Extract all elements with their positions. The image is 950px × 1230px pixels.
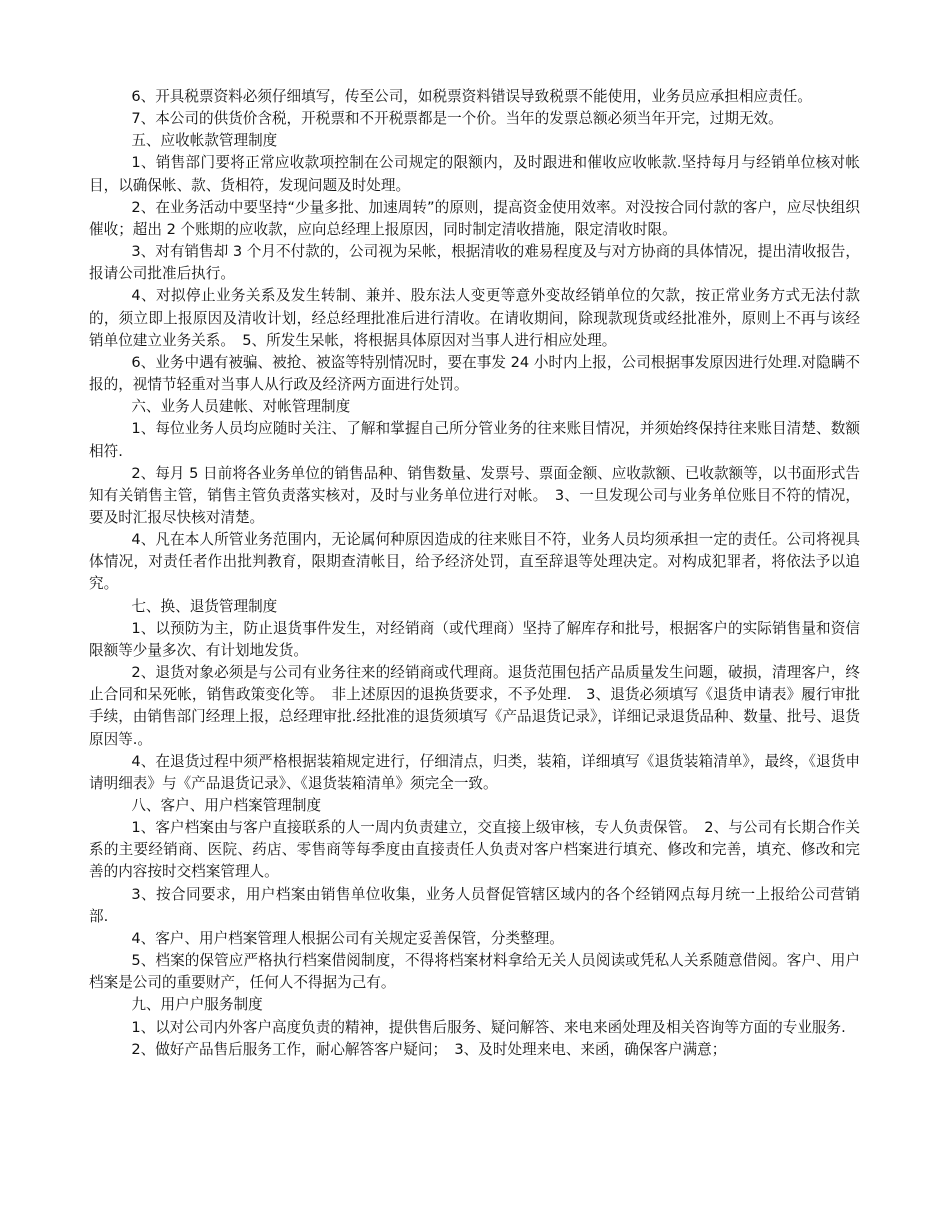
paragraph: 1、每位业务人员均应随时关注、了解和掌握自己所分管业务的往来账目情况，并须始终保持往来账目清楚、数额相符.	[89, 420, 860, 460]
paragraph: 6、业务中遇有被骗、被抢、被盗等特别情况时，要在事发 24 小时内上报，公司根据事发原因进行处理.对隐瞒不报的，视情节轻重对当事人从行政及经济两方面进行处罚。	[89, 353, 860, 394]
paragraph: 4、客户、用户档案管理人根据公司有关规定妥善保管，分类整理。	[131, 929, 564, 947]
paragraph: 7、本公司的供货价含税，开税票和不开税票都是一个价。当年的发票总额必须当年开完，过期无效。	[131, 110, 783, 128]
paragraph: 5、档案的保管应严格执行档案借阅制度，不得将档案材料拿给无关人员阅读或凭私人关系随意借阅。客户、用户档案是公司的重要财产，任何人不得据为己有。	[89, 952, 860, 992]
paragraph: 2、在业务活动中要坚持“少量多批、加速周转”的原则，提高资金使用效率。对没按合同付款的客户，应尽快组织催收；超出 2 个账期的应收款，应向总经理上报原因，同时制定清收措施，限定清收时限。	[89, 198, 860, 238]
paragraph: 2、做好产品售后服务工作，耐心解答客户疑问； 3、及时处理来电、来函，确保客户满意；	[131, 1040, 727, 1058]
paragraph: 3、对有销售却 3 个月不付款的，公司视为呆帐，根据清收的难易程度及与对方协商的具体情况，提出清收报告，报请公司批准后执行。	[89, 243, 860, 283]
document-body	[89, 86, 860, 1061]
section-heading: 六、业务人员建帐、对帐管理制度	[131, 398, 351, 416]
section-heading: 五、应收帐款管理制度	[131, 132, 278, 150]
paragraph: 2、每月 5 日前将各业务单位的销售品种、销售数量、发票号、票面金额、应收款额、已收款额等，以书面形式告知有关销售主管，销售主管负责落实核对，及时与业务单位进行对帐。 3、一旦发现公司与业务单位账目不符的情况，要及时汇报尽快核对清楚。	[89, 464, 860, 526]
paragraph: 3、按合同要求，用户档案由销售单位收集，业务人员督促管辖区域内的各个经销网点每月统一上报给公司营销部.	[89, 885, 860, 925]
paragraph: 1、客户档案由与客户直接联系的人一周内负责建立，交直接上级审核，专人负责保管。 2、与公司有长期合作关系的主要经销商、医院、药店、零售商等每季度由直接责任人负责对客户档案进行填充、修改和完善，填充、修改和完善的内容按时交档案管理人。	[89, 819, 860, 881]
section-heading: 八、客户、用户档案管理制度	[131, 797, 322, 814]
paragraph: 2、退货对象必须是与公司有业务往来的经销商或代理商。退货范围包括产品质量发生问题，破损，清理客户，终止合同和呆死帐，销售政策变化等。 非上述原因的退换货要求，不予处理. 3、退货必须填写《退货申请表》履行审批手续，由销售部门经理上报，总经理审批.经批准的退货须填写《产品退货记录》，详细记录退货品种、数量、批号、退货原因等.。	[89, 664, 861, 748]
paragraph: 1、销售部门要将正常应收款项控制在公司规定的限额内，及时跟进和催收应收帐款.坚持每月与经销单位核对帐目，以确保帐、款、货相符，发现问题及时处理。	[89, 154, 860, 194]
paragraph: 4、对拟停止业务关系及发生转制、兼并、股东法人变更等意外变故经销单位的欠款，按正常业务方式无法付款的，须立即上报原因及清收计划，经总经理批准后进行清收。在请收期间，除现款现货或经批准外，原则上不再与该经销单位建立业务关系。 5、所发生呆帐，将根据具体原因对当事人进行相应处理。	[89, 287, 860, 349]
paragraph: 4、凡在本人所管业务范围内，无论属何种原因造成的往来账目不符，业务人员均须承担一定的责任。公司将视具体情况，对责任者作出批判教育，限期查清帐目，给予经济处罚，直至辞退等处理决定。对构成犯罪者，将依法予以追究。	[89, 531, 860, 593]
paragraph: 4、在退货过程中须严格根据装箱规定进行，仔细清点，归类，装箱，详细填写《退货装箱清单》，最终，《退货申请明细表》与《产品退货记录》、《退货装箱清单》须完全一致。	[89, 752, 860, 792]
paragraph: 1、以预防为主，防止退货事件发生，对经销商（或代理商）坚持了解库存和批号，根据客户的实际销售量和资信限额等少量多次、有计划地发货。	[89, 619, 860, 659]
paragraph: 6、开具税票资料必须仔细填写，传至公司，如税票资料错误导致税票不能使用，业务员应承担相应责任。	[131, 88, 812, 105]
section-heading: 九、用户户服务制度	[131, 996, 263, 1014]
section-heading: 七、换、退货管理制度	[131, 597, 278, 615]
paragraph: 1、以对公司内外客户高度负责的精神，提供售后服务、疑问解答、来电来函处理及相关咨询等方面的专业服务.	[131, 1018, 846, 1036]
